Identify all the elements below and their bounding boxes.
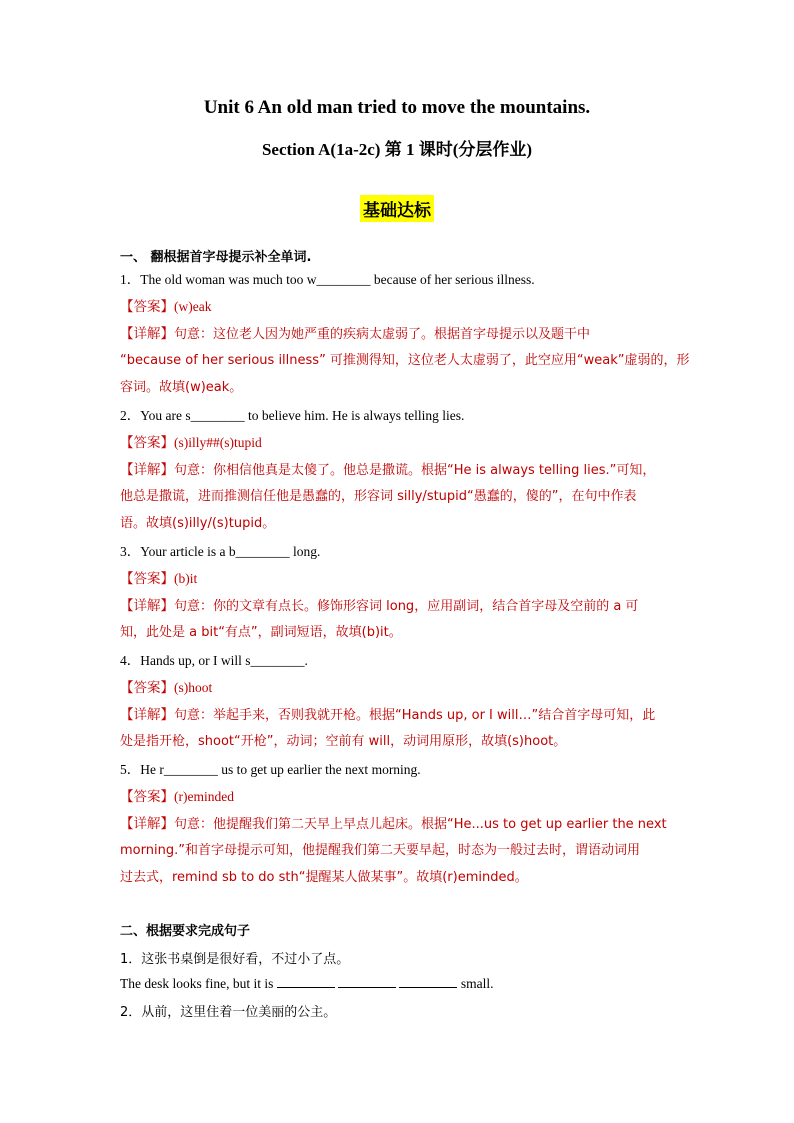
answer-label: 【答案】 (120, 299, 174, 315)
detail-2-line-1: 【详解】句意：你相信他真是太傻了。他总是撒谎。根据“He is always telling lies.”可知， (120, 462, 656, 478)
answer-3: 【答案】(b)it (120, 571, 198, 587)
answer-3-text: (b)it (174, 571, 198, 586)
answer-1-text: (w)eak (174, 299, 212, 314)
question-2: 2．You are s________ to believe him. He is always telling lies. (120, 408, 465, 423)
question-4: 4．Hands up, or I will s________. (120, 653, 308, 668)
question-5: 5．He r________ us to get up earlier the next morning. (120, 762, 421, 777)
section1-heading: 一、 翻根据首字母提示补全单词. (120, 250, 312, 265)
detail-2-line-3: 语。故填(s)illy/(s)tupid。 (120, 516, 276, 531)
answer-4: 【答案】(s)hoot (120, 680, 213, 696)
detail-1-line-3: 容词。故填(w)eak。 (120, 380, 243, 395)
detail-label: 【详解】 (120, 326, 174, 342)
document-subtitle: Section A(1a-2c) 第 1 课时(分层作业) (261, 140, 533, 159)
level-badge-wrap (0, 195, 794, 222)
answer-blank[interactable] (277, 975, 335, 988)
section2-question-1-cn: 1．这张书桌倒是很好看，不过小了点。 (120, 952, 350, 967)
answer-4-text: (s)hoot (174, 680, 213, 695)
detail-3-line-1: 【详解】句意：你的文章有点长。修饰形容词 long，应用副词，结合首字母及空前的 a 可 (120, 598, 639, 614)
detail-5-line-3: 过去式，remind sb to do sth“提醒某人做某事”。故填(r)eminded。 (120, 870, 528, 885)
answer-1 (120, 295, 680, 315)
detail-1-line-1: 【详解】句意：这位老人因为她严重的疾病太虚弱了。根据首字母提示以及题干中 (120, 326, 591, 342)
document-title: Unit 6 An old man tried to move the mountains. (203, 97, 591, 118)
detail-5-line-1: 【详解】句意：他提醒我们第二天早上早点儿起床。根据“He...us to get up earlier the next (120, 816, 667, 832)
question-3: 3．Your article is a b________ long. (120, 544, 321, 559)
detail-3-line-2: 知，此处是 a bit“有点”，副词短语，故填(b)it。 (120, 625, 402, 640)
answer-blank[interactable] (338, 975, 396, 988)
answer-5: 【答案】(r)eminded (120, 789, 234, 805)
section2-question-1-en: The desk looks fine, but it is small. (120, 976, 494, 991)
detail-4-line-1: 【详解】句意：举起手来，否则我就开枪。根据“Hands up, or I will…”结合首字母可知，此 (120, 707, 656, 723)
detail-2-line-2: 他总是撒谎，进而推测信任他是愚蠢的，形容词 silly/stupid“愚蠢的，傻的”，在句中作表 (120, 489, 637, 504)
detail-5-line-2: morning.”和首字母提示可知，他提醒我们第二天要早起，时态为一般过去时，谓语动词用 (120, 843, 640, 858)
level-badge: 基础达标 (360, 195, 434, 222)
answer-2-text: (s)illy##(s)tupid (174, 435, 262, 450)
question-1: 1．The old woman was much too w________ because of her serious illness. (120, 272, 535, 287)
detail-1-line-2: “because of her serious illness” 可推测得知，这位老人太虚弱了，此空应用“weak”虚弱的，形 (120, 353, 690, 368)
detail-4-line-2: 处是指开枪，shoot“开枪”，动词；空前有 will，动词用原形，故填(s)hoot。 (120, 734, 567, 749)
section2-heading: 二、根据要求完成句子 (120, 924, 251, 939)
answer-5-text: (r)eminded (174, 789, 234, 804)
answer-2: 【答案】(s)illy##(s)tupid (120, 435, 262, 451)
section2-question-2-cn: 2．从前，这里住着一位美丽的公主。 (120, 1005, 337, 1020)
answer-blank[interactable] (399, 975, 457, 988)
